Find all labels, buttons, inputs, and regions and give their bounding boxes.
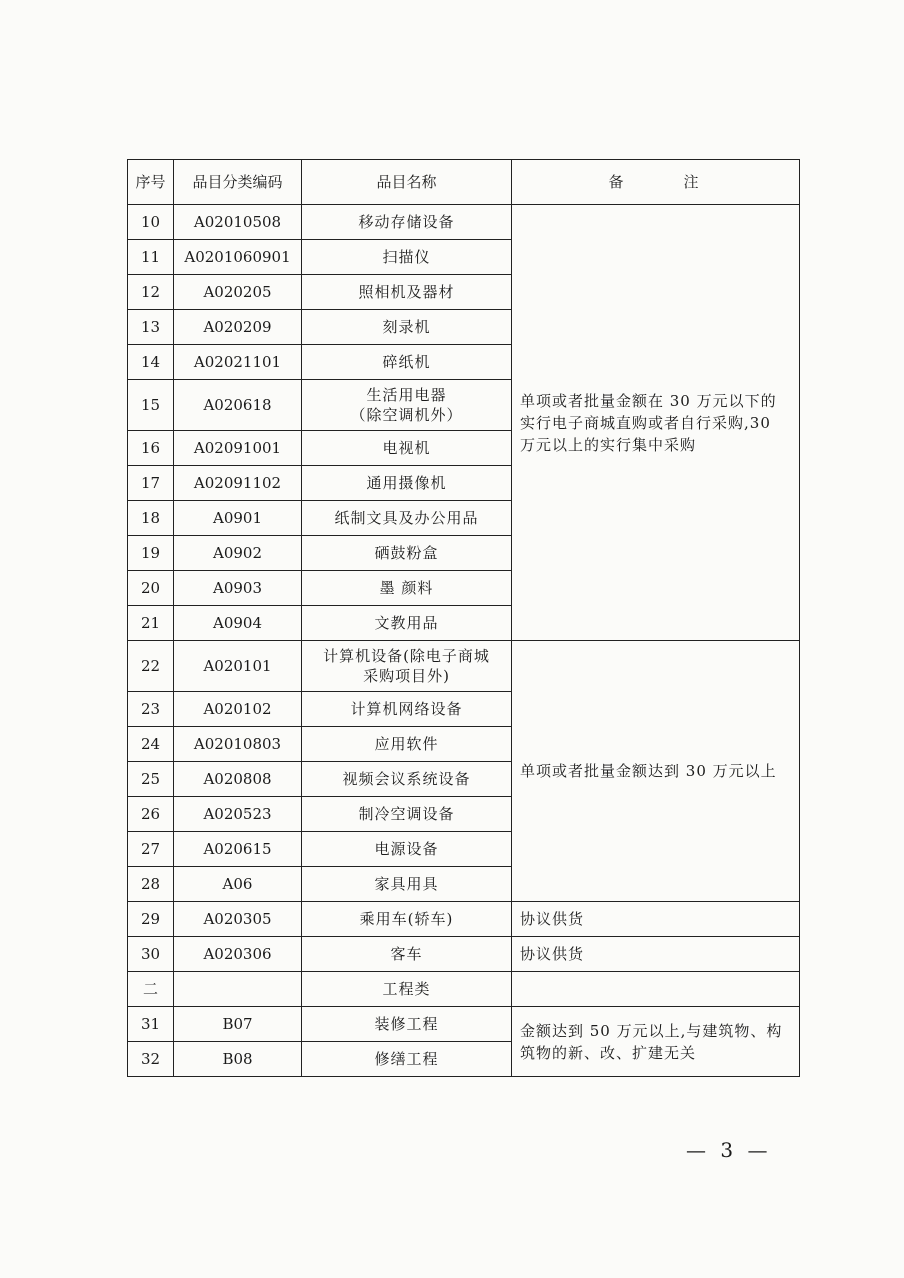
code-cell: B08: [174, 1042, 302, 1077]
code-cell: A020808: [174, 762, 302, 797]
seq-cell: 16: [128, 431, 174, 466]
name-cell: 移动存储设备: [302, 205, 512, 240]
header-code: 品目分类编码: [174, 160, 302, 205]
seq-cell: 15: [128, 380, 174, 431]
code-cell: A0201060901: [174, 240, 302, 275]
code-cell: A020618: [174, 380, 302, 431]
seq-cell: 17: [128, 466, 174, 501]
name-cell: 制冷空调设备: [302, 797, 512, 832]
note-cell-group-a: 单项或者批量金额在 30 万元以下的实行电子商城直购或者自行采购,30 万元以上的实行集中采购: [512, 205, 800, 641]
seq-cell: 19: [128, 536, 174, 571]
section-row: [128, 972, 800, 1007]
name-cell: [302, 380, 512, 431]
section-name-cell: 工程类: [302, 972, 512, 1007]
name-cell: 修缮工程: [302, 1042, 512, 1077]
name-cell: 应用软件: [302, 727, 512, 762]
name-cell: 墨 颜料: [302, 571, 512, 606]
name-cell: 电视机: [302, 431, 512, 466]
name-cell: 电源设备: [302, 832, 512, 867]
code-cell: A020205: [174, 275, 302, 310]
name-cell: [302, 641, 512, 692]
note-cell-section: [512, 972, 800, 1007]
seq-cell: 10: [128, 205, 174, 240]
table-row: [128, 1007, 800, 1042]
seq-cell: 18: [128, 501, 174, 536]
table-row: [128, 937, 800, 972]
code-cell: [174, 972, 302, 1007]
note-cell-row-29: 协议供货: [512, 902, 800, 937]
code-cell: A0903: [174, 571, 302, 606]
seq-cell: 12: [128, 275, 174, 310]
name-line-1: 生活用电器: [366, 386, 447, 404]
name-cell: 视频会议系统设备: [302, 762, 512, 797]
seq-cell: 26: [128, 797, 174, 832]
seq-cell: 27: [128, 832, 174, 867]
code-cell: A02010508: [174, 205, 302, 240]
seq-cell: 28: [128, 867, 174, 902]
code-cell: A02021101: [174, 345, 302, 380]
name-cell: 家具用具: [302, 867, 512, 902]
page-number: — 3 —: [686, 1138, 772, 1162]
code-cell: A06: [174, 867, 302, 902]
name-cell: 碎纸机: [302, 345, 512, 380]
code-cell: A02010803: [174, 727, 302, 762]
seq-cell: 30: [128, 937, 174, 972]
header-note: 备注: [512, 160, 800, 205]
seq-cell: 29: [128, 902, 174, 937]
name-cell: 扫描仪: [302, 240, 512, 275]
seq-cell: 23: [128, 692, 174, 727]
seq-cell: 22: [128, 641, 174, 692]
seq-cell: 31: [128, 1007, 174, 1042]
seq-cell: 32: [128, 1042, 174, 1077]
seq-cell: 25: [128, 762, 174, 797]
code-cell: A020305: [174, 902, 302, 937]
seq-cell: 11: [128, 240, 174, 275]
name-cell: 装修工程: [302, 1007, 512, 1042]
code-cell: A020102: [174, 692, 302, 727]
seq-cell: 13: [128, 310, 174, 345]
name-cell: 硒鼓粉盒: [302, 536, 512, 571]
note-cell-group-c: 金额达到 50 万元以上,与建筑物、构筑物的新、改、扩建无关: [512, 1007, 800, 1077]
code-cell: A020615: [174, 832, 302, 867]
code-cell: A0902: [174, 536, 302, 571]
table-row: [128, 205, 800, 240]
header-seq: 序号: [128, 160, 174, 205]
code-cell: A02091102: [174, 466, 302, 501]
name-cell: 客车: [302, 937, 512, 972]
name-cell: 计算机网络设备: [302, 692, 512, 727]
table-row: [128, 902, 800, 937]
code-cell: A020209: [174, 310, 302, 345]
seq-cell: 二: [128, 972, 174, 1007]
seq-cell: 24: [128, 727, 174, 762]
code-cell: A02091001: [174, 431, 302, 466]
name-line-1: 计算机设备(除电子商城: [323, 647, 490, 665]
name-cell: 纸制文具及办公用品: [302, 501, 512, 536]
procurement-catalog-table: [127, 159, 800, 1077]
name-cell: 文教用品: [302, 606, 512, 641]
code-cell: A0904: [174, 606, 302, 641]
name-line-2: 采购项目外): [363, 667, 450, 685]
seq-cell: 20: [128, 571, 174, 606]
note-cell-row-30: 协议供货: [512, 937, 800, 972]
code-cell: A020306: [174, 937, 302, 972]
seq-cell: 21: [128, 606, 174, 641]
name-cell: 照相机及器材: [302, 275, 512, 310]
code-cell: A020101: [174, 641, 302, 692]
name-cell: 刻录机: [302, 310, 512, 345]
header-name: 品目名称: [302, 160, 512, 205]
table-row: [128, 641, 800, 692]
code-cell: B07: [174, 1007, 302, 1042]
name-cell: 乘用车(轿车): [302, 902, 512, 937]
note-cell-group-b: 单项或者批量金额达到 30 万元以上: [512, 641, 800, 902]
name-line-2: （除空调机外）: [350, 406, 463, 424]
seq-cell: 14: [128, 345, 174, 380]
code-cell: A0901: [174, 501, 302, 536]
name-cell: 通用摄像机: [302, 466, 512, 501]
code-cell: A020523: [174, 797, 302, 832]
